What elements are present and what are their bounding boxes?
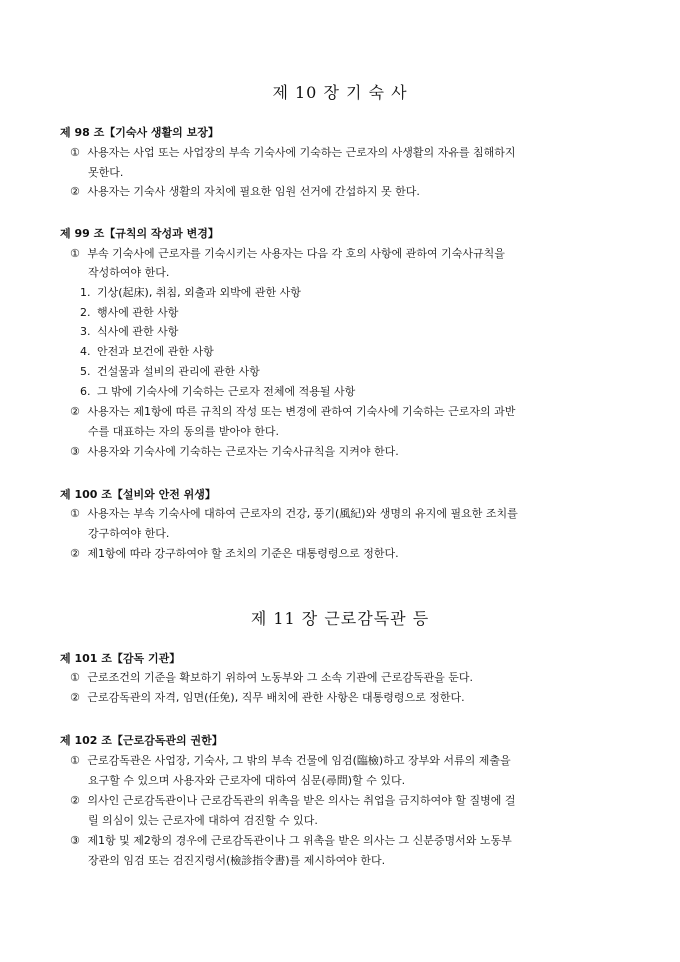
item-text: 못한다. [88,166,124,179]
item-marker: ① [70,754,80,767]
item-marker: 3. [80,325,91,338]
item-text: 건설물과 설비의 관리에 관한 사항 [97,365,260,378]
item-text: 장관의 임검 또는 검진지령서(檢診指令書)를 제시하여야 한다. [88,854,386,867]
item-text: 부속 기숙사에 근로자를 기숙시키는 사용자는 다음 각 호의 사항에 관하여 기숙사규칙을 [87,247,505,260]
article-99-line [80,325,178,338]
item-marker: 4. [80,345,91,358]
article-99-line [80,345,214,358]
item-marker: 5. [80,365,91,378]
item-marker: ① [70,671,80,684]
item-marker: ③ [70,834,80,847]
item-text: 식사에 관한 사항 [97,325,179,338]
article-98-line [70,185,420,198]
item-text: 근로조건의 기준을 확보하기 위하여 노동부와 그 소속 기관에 근로감독관을 둔다. [87,671,473,684]
item-text: 사용자는 사업 또는 사업장의 부속 기숙사에 기숙하는 근로자의 사생활의 자유를 침해하지 [87,146,516,159]
item-text: 제1항에 따라 강구하여야 할 조치의 기준은 대통령령으로 정한다. [87,547,399,560]
article-98-line [70,146,516,159]
article-99-line [70,405,515,418]
article-100-line [70,507,518,520]
item-text: 사용자는 제1항에 따른 규칙의 작성 또는 변경에 관하여 기숙사에 기숙하는 근로자의 과반 [87,405,516,418]
article-title-98: 제 98 조【기숙사 생활의 보장】 [60,126,219,139]
chapter-title-11: 제 11 장 근로감독관 등 [250,609,430,628]
article-title-99: 제 99 조【규칙의 작성과 변경】 [60,227,219,240]
article-99-line [80,306,178,319]
item-marker: 1. [80,286,91,299]
item-marker: ① [70,507,80,520]
item-marker: 2. [80,306,91,319]
item-marker: ① [70,247,80,260]
article-102-line [70,834,512,847]
article-100-line [88,527,169,540]
article-99-line [88,425,279,438]
item-text: 강구하여야 한다. [88,527,170,540]
article-99-line [70,445,399,458]
article-99-line [70,247,505,260]
article-99-line [88,266,169,279]
item-text: 그 밖에 기숙사에 기숙하는 근로자 전체에 적용될 사항 [97,385,356,398]
article-title-102: 제 102 조【근로감독관의 권한】 [60,734,223,747]
item-marker: 6. [80,385,91,398]
item-marker: ② [70,405,80,418]
article-100-line [70,547,399,560]
item-text: 릴 의심이 있는 근로자에 대하여 검진할 수 있다. [88,814,318,827]
item-text: 기상(起床), 취침, 외출과 외박에 관한 사항 [97,286,301,299]
article-99-line [80,385,355,398]
item-marker: ② [70,691,80,704]
article-99-line [80,365,260,378]
item-text: 사용자는 기숙사 생활의 자치에 필요한 임원 선거에 간섭하지 못 한다. [87,185,420,198]
item-text: 수를 대표하는 자의 동의를 받아야 한다. [88,425,279,438]
item-text: 안전과 보건에 관한 사항 [97,345,214,358]
article-98-line [88,166,123,179]
item-text: 의사인 근로감독관이나 근로감독관의 위촉을 받은 의사는 취업을 금지하여야 할 질병에 걸 [87,794,516,807]
item-marker: ③ [70,445,80,458]
chapter-title-10: 제 10 장 기 숙 사 [272,83,408,102]
item-text: 작성하여야 한다. [88,266,170,279]
item-marker: ② [70,185,80,198]
item-marker: ② [70,794,80,807]
article-101-line [70,691,465,704]
item-text: 근로감독관은 사업장, 기숙사, 그 밖의 부속 건물에 임검(臨檢)하고 장부와 서류의 제출을 [87,754,511,767]
article-title-100: 제 100 조【설비와 안전 위생】 [60,488,216,501]
item-text: 근로감독관의 자격, 임면(任免), 직무 배치에 관한 사항은 대통령령으로 정한다. [87,691,465,704]
article-102-line [88,814,318,827]
article-101-line [70,671,473,684]
item-marker: ② [70,547,80,560]
article-99-line [80,286,301,299]
item-text: 사용자는 부속 기숙사에 대하여 근로자의 건강, 풍기(風紀)와 생명의 유지에 필요한 조치를 [87,507,518,520]
article-102-line [70,794,516,807]
item-text: 행사에 관한 사항 [97,306,179,319]
article-title-101: 제 101 조【감독 기관】 [60,652,181,665]
article-102-line [88,854,385,867]
article-102-line [88,774,405,787]
item-marker: ① [70,146,80,159]
item-text: 요구할 수 있으며 사용자와 근로자에 대하여 심문(尋問)할 수 있다. [88,774,406,787]
article-102-line [70,754,511,767]
item-text: 사용자와 기숙사에 기숙하는 근로자는 기숙사규칙을 지켜야 한다. [87,445,399,458]
item-text: 제1항 및 제2항의 경우에 근로감독관이나 그 위촉을 받은 의사는 그 신분증명서와 노동부 [87,834,512,847]
